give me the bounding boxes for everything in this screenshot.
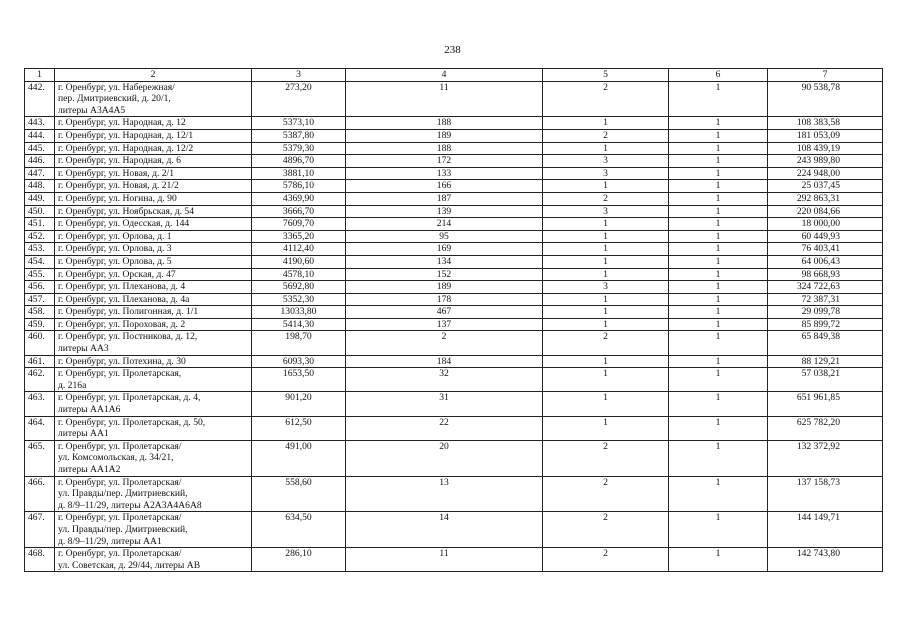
row-number-cell: 449. <box>25 192 55 205</box>
col3-cell: 273,20 <box>252 81 346 117</box>
table-row <box>25 355 883 368</box>
col6-cell: 1 <box>669 268 768 281</box>
table-row <box>25 142 883 155</box>
col3-cell: 198,70 <box>252 331 346 355</box>
address-cell: г. Оренбург, ул. Народная, д. 6 <box>55 155 252 168</box>
address-cell: г. Оренбург, ул. Одесская, д. 144 <box>55 218 252 231</box>
col4-cell: 133 <box>346 167 543 180</box>
address-cell: г. Оренбург, ул. Постникова, д. 12, литеры АА3 <box>55 331 252 355</box>
col7-cell: 25 037,45 <box>768 180 883 193</box>
col5-cell: 1 <box>543 368 669 392</box>
col3-cell: 3881,10 <box>252 167 346 180</box>
table-row <box>25 192 883 205</box>
col3-cell: 4369,90 <box>252 192 346 205</box>
housing-table <box>24 68 883 572</box>
col7-cell: 64 006,43 <box>768 255 883 268</box>
table-row <box>25 218 883 231</box>
col7-cell: 90 538,78 <box>768 81 883 117</box>
address-cell: г. Оренбург, ул. Орская, д. 47 <box>55 268 252 281</box>
col3-cell: 5352,30 <box>252 293 346 306</box>
col5-cell: 1 <box>543 293 669 306</box>
table-row <box>25 81 883 117</box>
col3-cell: 3666,70 <box>252 205 346 218</box>
col3-cell: 901,20 <box>252 392 346 416</box>
col6-cell: 1 <box>669 117 768 130</box>
col4-cell: 187 <box>346 192 543 205</box>
col7-cell: 98 668,93 <box>768 268 883 281</box>
col3-cell: 5786,10 <box>252 180 346 193</box>
col4-cell: 14 <box>346 512 543 548</box>
row-number-cell: 446. <box>25 155 55 168</box>
row-number-cell: 457. <box>25 293 55 306</box>
col6-cell: 1 <box>669 142 768 155</box>
col4-cell: 166 <box>346 180 543 193</box>
col4-cell: 139 <box>346 205 543 218</box>
col7-cell: 72 387,31 <box>768 293 883 306</box>
address-cell: г. Оренбург, ул. Народная, д. 12/2 <box>55 142 252 155</box>
row-number-cell: 465. <box>25 440 55 476</box>
row-number-cell: 451. <box>25 218 55 231</box>
address-cell: г. Оренбург, ул. Пролетарская, д. 216а <box>55 368 252 392</box>
address-cell: г. Оренбург, ул. Орлова, д. 3 <box>55 243 252 256</box>
col5-cell: 1 <box>543 355 669 368</box>
address-cell: г. Оренбург, ул. Ноябрьская, д. 54 <box>55 205 252 218</box>
col4-cell: 137 <box>346 318 543 331</box>
col6-cell: 1 <box>669 81 768 117</box>
table-body <box>25 69 883 572</box>
col3-cell: 286,10 <box>252 548 346 572</box>
table-row <box>25 416 883 440</box>
column-header: 6 <box>669 69 768 82</box>
col6-cell: 1 <box>669 129 768 142</box>
address-cell: г. Оренбург, ул. Орлова, д. 5 <box>55 255 252 268</box>
address-cell: г. Оренбург, ул. Пролетарская/ ул. Комсомольская, д. 34/21, литеры АА1А2 <box>55 440 252 476</box>
table-row <box>25 117 883 130</box>
address-cell: г. Оренбург, ул. Пролетарская/ ул. Правды/пер. Дмитриевский, д. 8/9–11/29, литеры АА1 <box>55 512 252 548</box>
col6-cell: 1 <box>669 318 768 331</box>
table-row <box>25 512 883 548</box>
col7-cell: 651 961,85 <box>768 392 883 416</box>
col6-cell: 1 <box>669 355 768 368</box>
col6-cell: 1 <box>669 192 768 205</box>
col5-cell: 3 <box>543 155 669 168</box>
table-row <box>25 331 883 355</box>
col7-cell: 224 948,00 <box>768 167 883 180</box>
table-row <box>25 243 883 256</box>
row-number-cell: 444. <box>25 129 55 142</box>
col6-cell: 1 <box>669 243 768 256</box>
col6-cell: 1 <box>669 368 768 392</box>
col6-cell: 1 <box>669 392 768 416</box>
col5-cell: 1 <box>543 392 669 416</box>
col4-cell: 189 <box>346 129 543 142</box>
col4-cell: 95 <box>346 230 543 243</box>
col3-cell: 491,00 <box>252 440 346 476</box>
page-number: 238 <box>444 44 461 56</box>
col6-cell: 1 <box>669 218 768 231</box>
col5-cell: 2 <box>543 476 669 512</box>
col7-cell: 88 129,21 <box>768 355 883 368</box>
col3-cell: 5373,10 <box>252 117 346 130</box>
table-row <box>25 392 883 416</box>
row-number-cell: 450. <box>25 205 55 218</box>
col3-cell: 4112,40 <box>252 243 346 256</box>
col4-cell: 2 <box>346 331 543 355</box>
col6-cell: 1 <box>669 440 768 476</box>
col5-cell: 2 <box>543 548 669 572</box>
row-number-cell: 459. <box>25 318 55 331</box>
row-number-cell: 452. <box>25 230 55 243</box>
col5-cell: 2 <box>543 81 669 117</box>
col5-cell: 1 <box>543 268 669 281</box>
address-cell: г. Оренбург, ул. Потехина, д. 30 <box>55 355 252 368</box>
col4-cell: 172 <box>346 155 543 168</box>
row-number-cell: 448. <box>25 180 55 193</box>
column-header: 7 <box>768 69 883 82</box>
col6-cell: 1 <box>669 180 768 193</box>
col4-cell: 184 <box>346 355 543 368</box>
col5-cell: 2 <box>543 512 669 548</box>
table-row <box>25 476 883 512</box>
table-row <box>25 368 883 392</box>
col3-cell: 5387,80 <box>252 129 346 142</box>
table-row <box>25 230 883 243</box>
col5-cell: 3 <box>543 205 669 218</box>
col7-cell: 18 000,00 <box>768 218 883 231</box>
col5-cell: 1 <box>543 218 669 231</box>
col5-cell: 1 <box>543 117 669 130</box>
col6-cell: 1 <box>669 155 768 168</box>
col6-cell: 1 <box>669 306 768 319</box>
col3-cell: 634,50 <box>252 512 346 548</box>
col4-cell: 152 <box>346 268 543 281</box>
col5-cell: 2 <box>543 440 669 476</box>
col7-cell: 57 038,21 <box>768 368 883 392</box>
address-cell: г. Оренбург, ул. Пролетарская/ ул. Советская, д. 29/44, литеры АВ <box>55 548 252 572</box>
col7-cell: 65 849,38 <box>768 331 883 355</box>
col4-cell: 11 <box>346 548 543 572</box>
col5-cell: 1 <box>543 243 669 256</box>
row-number-cell: 443. <box>25 117 55 130</box>
col7-cell: 220 084,66 <box>768 205 883 218</box>
col3-cell: 1653,50 <box>252 368 346 392</box>
table-row <box>25 318 883 331</box>
row-number-cell: 458. <box>25 306 55 319</box>
col5-cell: 2 <box>543 129 669 142</box>
row-number-cell: 462. <box>25 368 55 392</box>
row-number-cell: 442. <box>25 81 55 117</box>
address-cell: г. Оренбург, ул. Плеханова, д. 4 <box>55 281 252 294</box>
col7-cell: 85 899,72 <box>768 318 883 331</box>
row-number-cell: 456. <box>25 281 55 294</box>
col5-cell: 2 <box>543 331 669 355</box>
address-cell: г. Оренбург, ул. Полигонная, д. 1/1 <box>55 306 252 319</box>
col7-cell: 181 053,09 <box>768 129 883 142</box>
table-row <box>25 306 883 319</box>
col7-cell: 144 149,71 <box>768 512 883 548</box>
col3-cell: 6093,30 <box>252 355 346 368</box>
address-cell: г. Оренбург, ул. Пороховая, д. 2 <box>55 318 252 331</box>
col4-cell: 32 <box>346 368 543 392</box>
col5-cell: 3 <box>543 281 669 294</box>
col3-cell: 612,50 <box>252 416 346 440</box>
col6-cell: 1 <box>669 512 768 548</box>
row-number-cell: 454. <box>25 255 55 268</box>
table-row <box>25 180 883 193</box>
col6-cell: 1 <box>669 281 768 294</box>
col7-cell: 108 383,58 <box>768 117 883 130</box>
col4-cell: 214 <box>346 218 543 231</box>
table-header-row <box>25 69 883 82</box>
table-row <box>25 440 883 476</box>
col4-cell: 20 <box>346 440 543 476</box>
col4-cell: 22 <box>346 416 543 440</box>
col7-cell: 243 989,80 <box>768 155 883 168</box>
row-number-cell: 455. <box>25 268 55 281</box>
col4-cell: 134 <box>346 255 543 268</box>
address-cell: г. Оренбург, ул. Новая, д. 21/2 <box>55 180 252 193</box>
table-row <box>25 281 883 294</box>
col7-cell: 137 158,73 <box>768 476 883 512</box>
col7-cell: 132 372,92 <box>768 440 883 476</box>
col3-cell: 3365,20 <box>252 230 346 243</box>
address-cell: г. Оренбург, ул. Пролетарская, д. 4, литеры АА1А6 <box>55 392 252 416</box>
column-header: 3 <box>252 69 346 82</box>
column-header: 5 <box>543 69 669 82</box>
address-cell: г. Оренбург, ул. Народная, д. 12 <box>55 117 252 130</box>
address-cell: г. Оренбург, ул. Пролетарская, д. 50, литеры АА1 <box>55 416 252 440</box>
col5-cell: 1 <box>543 416 669 440</box>
col4-cell: 13 <box>346 476 543 512</box>
col5-cell: 2 <box>543 192 669 205</box>
col3-cell: 5414,30 <box>252 318 346 331</box>
row-number-cell: 453. <box>25 243 55 256</box>
address-cell: г. Оренбург, ул. Народная, д. 12/1 <box>55 129 252 142</box>
table-row <box>25 255 883 268</box>
col4-cell: 169 <box>346 243 543 256</box>
col7-cell: 324 722,63 <box>768 281 883 294</box>
col6-cell: 1 <box>669 331 768 355</box>
col3-cell: 4578,10 <box>252 268 346 281</box>
row-number-cell: 468. <box>25 548 55 572</box>
column-header: 2 <box>55 69 252 82</box>
col4-cell: 31 <box>346 392 543 416</box>
col6-cell: 1 <box>669 167 768 180</box>
row-number-cell: 445. <box>25 142 55 155</box>
col7-cell: 142 743,80 <box>768 548 883 572</box>
row-number-cell: 464. <box>25 416 55 440</box>
col4-cell: 11 <box>346 81 543 117</box>
col7-cell: 108 439,19 <box>768 142 883 155</box>
column-header: 1 <box>25 69 55 82</box>
col6-cell: 1 <box>669 548 768 572</box>
col7-cell: 292 863,31 <box>768 192 883 205</box>
row-number-cell: 460. <box>25 331 55 355</box>
table-row <box>25 268 883 281</box>
col4-cell: 467 <box>346 306 543 319</box>
col7-cell: 29 099,78 <box>768 306 883 319</box>
row-number-cell: 467. <box>25 512 55 548</box>
table-row <box>25 293 883 306</box>
col5-cell: 1 <box>543 230 669 243</box>
col6-cell: 1 <box>669 476 768 512</box>
address-cell: г. Оренбург, ул. Орлова, д. 1 <box>55 230 252 243</box>
table-row <box>25 167 883 180</box>
col3-cell: 4896,70 <box>252 155 346 168</box>
col5-cell: 3 <box>543 167 669 180</box>
row-number-cell: 463. <box>25 392 55 416</box>
table-row <box>25 155 883 168</box>
col6-cell: 1 <box>669 255 768 268</box>
address-cell: г. Оренбург, ул. Ногина, д. 90 <box>55 192 252 205</box>
row-number-cell: 461. <box>25 355 55 368</box>
col5-cell: 1 <box>543 142 669 155</box>
col7-cell: 625 782,20 <box>768 416 883 440</box>
col5-cell: 1 <box>543 306 669 319</box>
col6-cell: 1 <box>669 230 768 243</box>
table-row <box>25 129 883 142</box>
col5-cell: 1 <box>543 318 669 331</box>
col4-cell: 188 <box>346 117 543 130</box>
row-number-cell: 466. <box>25 476 55 512</box>
table-row <box>25 548 883 572</box>
col3-cell: 7609,70 <box>252 218 346 231</box>
col3-cell: 5379,30 <box>252 142 346 155</box>
col7-cell: 76 403,41 <box>768 243 883 256</box>
column-header: 4 <box>346 69 543 82</box>
col5-cell: 1 <box>543 255 669 268</box>
row-number-cell: 447. <box>25 167 55 180</box>
col3-cell: 4190,60 <box>252 255 346 268</box>
address-cell: г. Оренбург, ул. Пролетарская/ ул. Правды/пер. Дмитриевский, д. 8/9–11/29, литеры А2А3А4А6А8 <box>55 476 252 512</box>
col4-cell: 178 <box>346 293 543 306</box>
col5-cell: 1 <box>543 180 669 193</box>
col6-cell: 1 <box>669 205 768 218</box>
col6-cell: 1 <box>669 293 768 306</box>
address-cell: г. Оренбург, ул. Плеханова, д. 4а <box>55 293 252 306</box>
col3-cell: 5692,80 <box>252 281 346 294</box>
address-cell: г. Оренбург, ул. Новая, д. 2/1 <box>55 167 252 180</box>
col7-cell: 60 449,93 <box>768 230 883 243</box>
col3-cell: 558,60 <box>252 476 346 512</box>
col6-cell: 1 <box>669 416 768 440</box>
col4-cell: 188 <box>346 142 543 155</box>
col3-cell: 13033,80 <box>252 306 346 319</box>
address-cell: г. Оренбург, ул. Набережная/ пер. Дмитриевский, д. 20/1, литеры А3А4А5 <box>55 81 252 117</box>
col4-cell: 189 <box>346 281 543 294</box>
table-row <box>25 205 883 218</box>
